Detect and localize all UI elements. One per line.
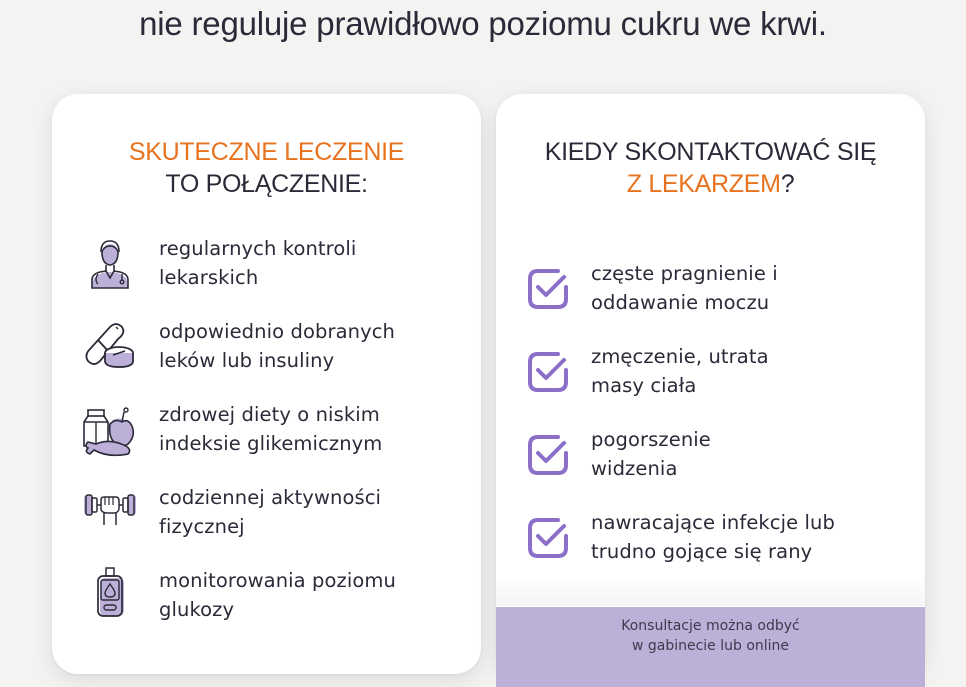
banner-line-2: w gabinecie lub online [631, 638, 790, 654]
list-item-text: zdrowej diety o niskim indeksie glikemicznym [159, 403, 383, 455]
checkbox-checked-icon [524, 514, 572, 562]
contact-doctor-card-title [496, 136, 925, 200]
list-item-text: częste pragnienie i oddawanie moczu [591, 262, 778, 314]
headline: nie reguluje prawidłowo poziomu cukru we krwi. [139, 5, 827, 42]
title-line: KIEDY SKONTAKTOWAĆ SIĘ [544, 138, 877, 166]
checkbox-checked-icon [524, 348, 572, 396]
title-accent-line: SKUTECZNE LECZENIE [128, 138, 405, 166]
dumbbell-icon [82, 481, 138, 537]
list-item-text: codziennej aktywności fizycznej [159, 486, 382, 538]
list-item-text: regularnych kontroli lekarskich [159, 237, 357, 289]
list-item-text: monitorowania poziomu glukozy [159, 569, 396, 621]
healthy-food-icon [82, 402, 138, 458]
card-fade [496, 576, 925, 606]
consultation-banner [496, 607, 925, 687]
list-item-text: pogorszenie widzenia [591, 428, 711, 480]
treatment-card [52, 94, 481, 674]
title-suffix: ? [780, 170, 795, 198]
checkbox-checked-icon [524, 265, 572, 313]
list-item-text: nawracające infekcje lub trudno gojące się rany [591, 511, 835, 563]
banner-line-1: Konsultacje można odbyć [621, 618, 800, 634]
list-item-text: odpowiednio dobranych leków lub insuliny [159, 320, 395, 372]
treatment-card-title [52, 136, 481, 200]
checkbox-checked-icon [524, 431, 572, 479]
doctor-icon [82, 234, 138, 290]
list-item-text: zmęczenie, utrata masy ciała [591, 345, 769, 397]
contact-doctor-card [496, 94, 925, 674]
pills-icon [82, 317, 138, 373]
title-line: TO POŁĄCZENIE: [165, 170, 368, 198]
title-accent: Z LEKARZEM [626, 170, 781, 198]
glucometer-icon [82, 564, 138, 620]
